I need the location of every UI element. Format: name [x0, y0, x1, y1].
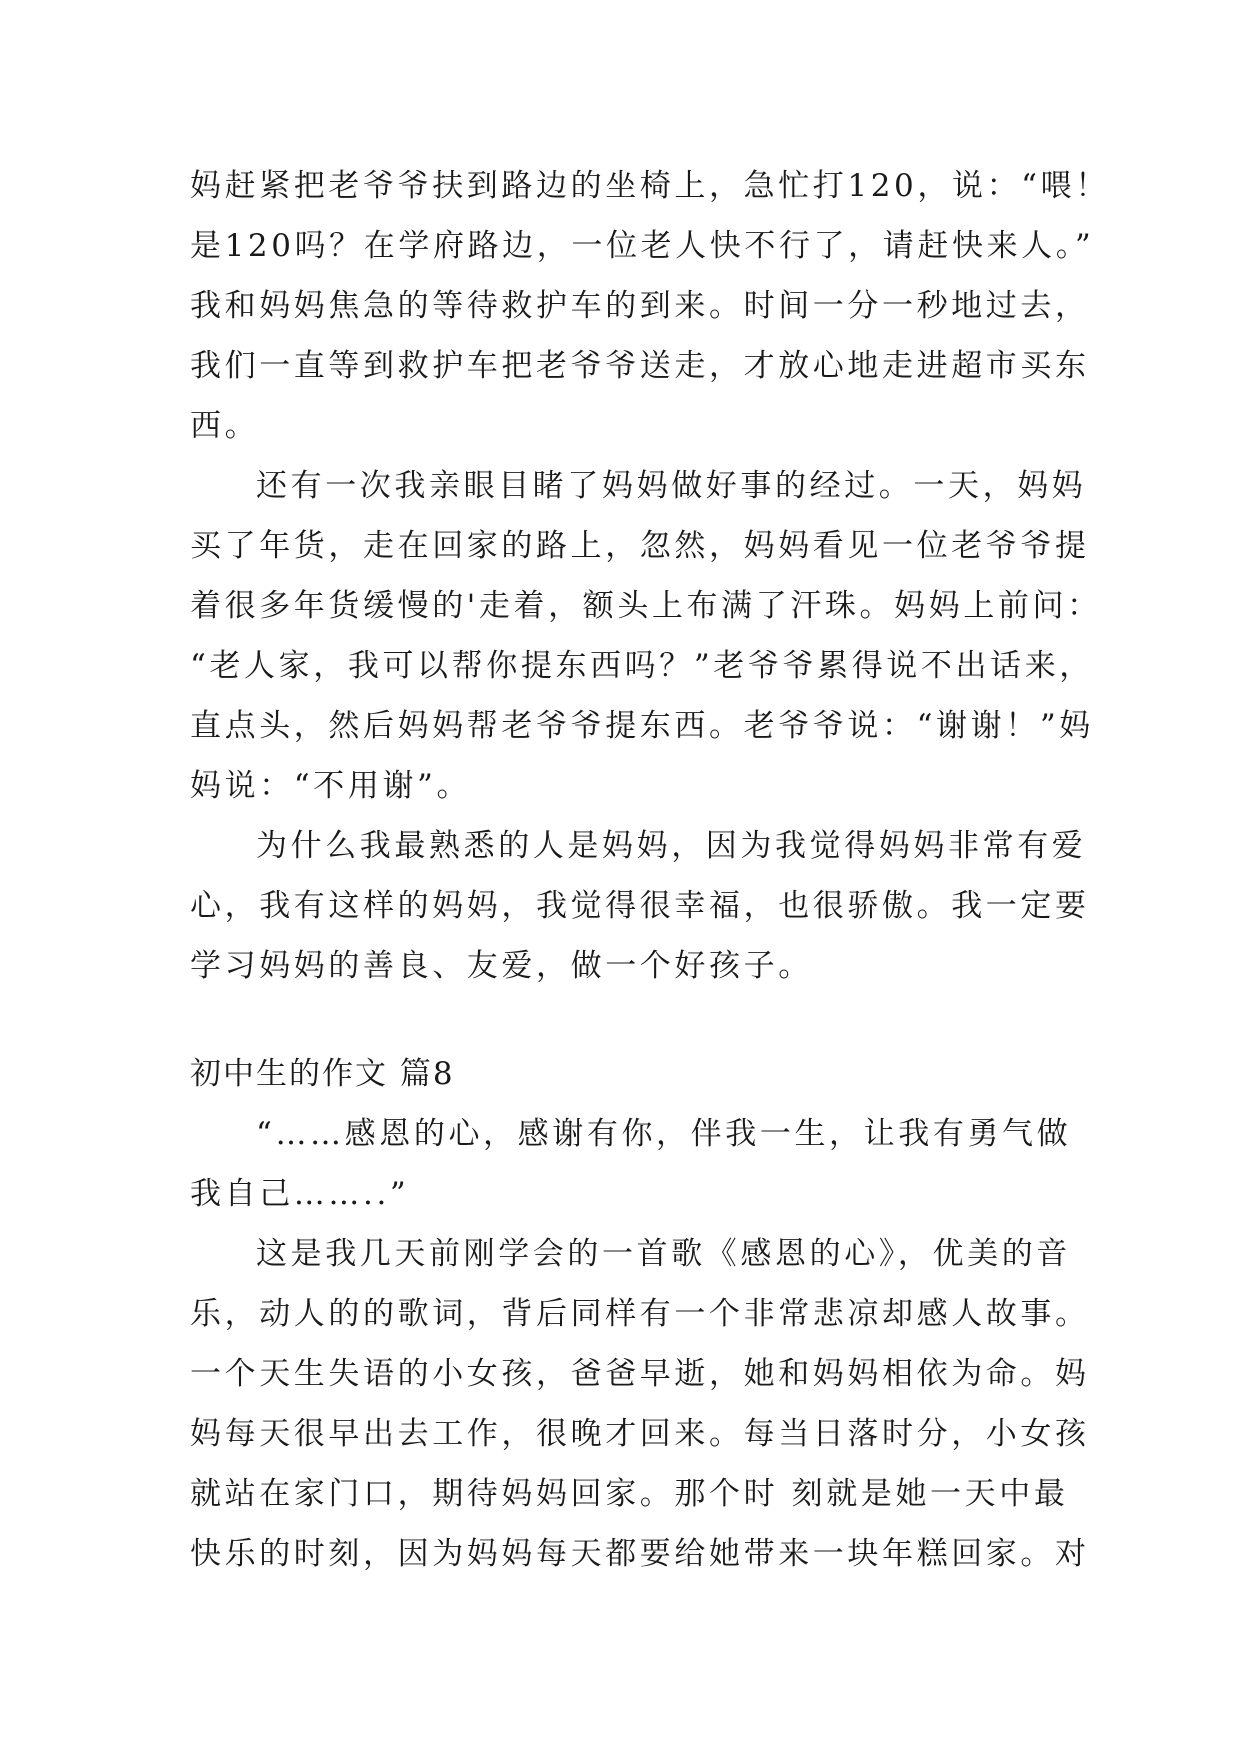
- text-line: 我自己……..”: [190, 1176, 410, 1212]
- document-body: [190, 156, 1110, 1584]
- text-line: 我们一直等到救护车把老爷爷送走，才放心地走进超市买东: [190, 348, 1090, 384]
- section-heading: 初中生的作文 篇8: [190, 1056, 455, 1092]
- text-line: 妈每天很早出去工作，很晚才回来。每当日落时分，小女孩: [190, 1416, 1090, 1452]
- text-line: 为什么我最熟悉的人是妈妈，因为我觉得妈妈非常有爱: [256, 828, 1087, 864]
- text-line: 直点头，然后妈妈帮老爷爷提东西。老爷爷说：“谢谢！”妈: [190, 708, 1094, 744]
- text-line: 一个天生失语的小女孩，爸爸早逝，她和妈妈相依为命。妈: [190, 1356, 1090, 1392]
- text-line: 买了年货，走在回家的路上，忽然，妈妈看见一位老爷爷提: [190, 528, 1090, 564]
- text-line: 妈说：“不用谢”。: [190, 768, 472, 804]
- text-line: 着很多年货缓慢的'走着，额头上布满了汗珠。妈妈上前问：: [190, 588, 1102, 624]
- paragraph: [190, 1224, 1090, 1584]
- text-line: 就站在家门口，期待妈妈回家。那个时 刻就是她一天中最: [190, 1476, 1069, 1512]
- text-line: 乐，动人的的歌词，背后同样有一个非常悲凉却感人故事。: [190, 1296, 1090, 1332]
- text-line: 这是我几天前刚学会的一首歌《感恩的心》，优美的音: [256, 1236, 1071, 1272]
- text-line: 是120吗？在学府路边，一位老人快不行了，请赶快来人。”: [190, 228, 1095, 264]
- text-line: 快乐的时刻，因为妈妈每天都要给她带来一块年糕回家。对: [190, 1536, 1090, 1572]
- text-line: 我和妈妈焦急的等待救护车的到来。时间一分一秒地过去，: [190, 288, 1090, 324]
- text-line: “……感恩的心，感谢有你，伴我一生，让我有勇气做: [256, 1116, 1072, 1152]
- section-spacer: [190, 996, 1070, 1044]
- text-line: 心，我有这样的妈妈，我觉得很幸福，也很骄傲。我一定要: [190, 888, 1090, 924]
- paragraph: [190, 816, 1090, 996]
- text-line: 还有一次我亲眼目睹了妈妈做好事的经过。一天，妈妈: [256, 468, 1087, 504]
- paragraph: [190, 156, 1110, 456]
- text-line: 妈赶紧把老爷爷扶到路边的坐椅上，急忙打120，说：“喂！: [190, 168, 1110, 204]
- text-line: “老人家，我可以帮你提东西吗？”老爷爷累得说不出话来，: [190, 648, 1094, 684]
- paragraph: [190, 456, 1102, 816]
- text-line: 西。: [190, 408, 260, 444]
- paragraph: [190, 1104, 1070, 1224]
- text-line: 学习妈妈的善良、友爱，做一个好孩子。: [190, 948, 813, 984]
